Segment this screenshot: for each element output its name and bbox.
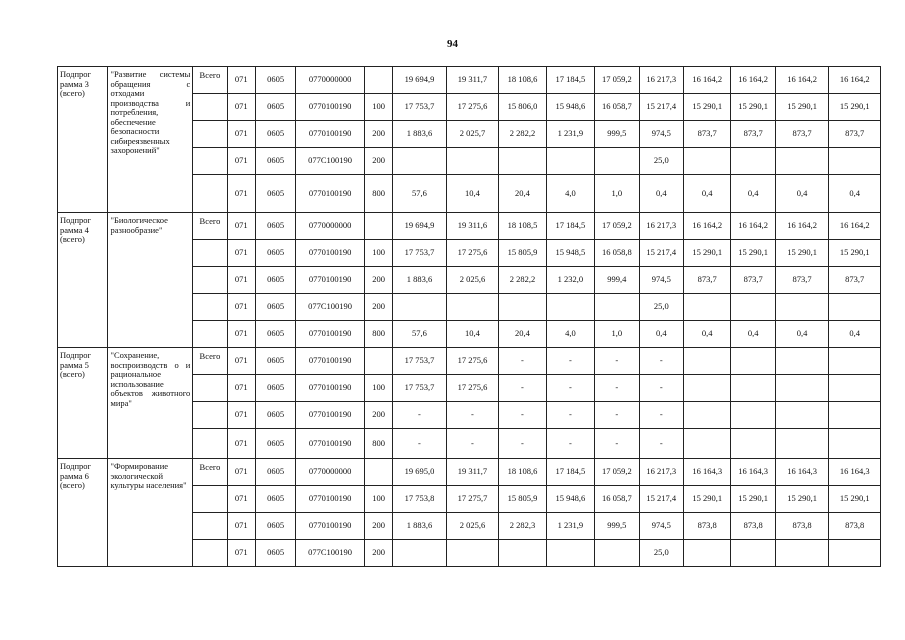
value-cell: 999,5 bbox=[595, 513, 639, 540]
kind-cell: Всего bbox=[193, 459, 227, 486]
value-cell: - bbox=[639, 375, 683, 402]
value-cell: - bbox=[546, 402, 594, 429]
value-cell: - bbox=[595, 402, 639, 429]
program-cell: Подпрог рамма 4 (всего) bbox=[58, 213, 108, 348]
csr-cell: 0770000000 bbox=[296, 67, 365, 94]
vr-cell: 200 bbox=[364, 148, 392, 175]
vr-cell: 100 bbox=[364, 375, 392, 402]
value-cell: 15 290,1 bbox=[829, 94, 881, 121]
value-cell: 1 231,9 bbox=[546, 121, 594, 148]
value-cell bbox=[683, 375, 730, 402]
value-cell bbox=[393, 540, 447, 567]
rzpr-cell: 0605 bbox=[255, 321, 295, 348]
value-cell: - bbox=[446, 429, 499, 459]
value-cell bbox=[546, 540, 594, 567]
value-cell: 16 217,3 bbox=[639, 459, 683, 486]
value-cell: 873,7 bbox=[829, 121, 881, 148]
kind-cell bbox=[193, 175, 227, 213]
value-cell: 16 164,2 bbox=[683, 213, 730, 240]
value-cell: 15 805,9 bbox=[499, 240, 546, 267]
grbs-cell: 071 bbox=[227, 294, 255, 321]
value-cell: 17 753,7 bbox=[393, 94, 447, 121]
value-cell: 57,6 bbox=[393, 321, 447, 348]
value-cell: 19 694,9 bbox=[393, 213, 447, 240]
value-cell: - bbox=[546, 429, 594, 459]
value-cell: 2 282,2 bbox=[499, 267, 546, 294]
value-cell: 0,4 bbox=[683, 321, 730, 348]
vr-cell bbox=[364, 348, 392, 375]
vr-cell: 100 bbox=[364, 486, 392, 513]
value-cell: 974,5 bbox=[639, 121, 683, 148]
grbs-cell: 071 bbox=[227, 375, 255, 402]
value-cell: 17 753,7 bbox=[393, 348, 447, 375]
value-cell bbox=[683, 540, 730, 567]
value-cell: 15 290,1 bbox=[829, 240, 881, 267]
value-cell: 873,8 bbox=[775, 513, 829, 540]
value-cell: 15 290,1 bbox=[731, 94, 775, 121]
value-cell: 0,4 bbox=[731, 321, 775, 348]
value-cell: 2 025,6 bbox=[446, 267, 499, 294]
value-cell: 15 290,1 bbox=[775, 486, 829, 513]
value-cell: 999,4 bbox=[595, 267, 639, 294]
value-cell: 15 290,1 bbox=[683, 94, 730, 121]
value-cell: 1 232,0 bbox=[546, 267, 594, 294]
rzpr-cell: 0605 bbox=[255, 240, 295, 267]
csr-cell: 077С100190 bbox=[296, 148, 365, 175]
value-cell: 16 164,2 bbox=[829, 213, 881, 240]
value-cell: - bbox=[393, 429, 447, 459]
value-cell bbox=[829, 429, 881, 459]
csr-cell: 0770100190 bbox=[296, 486, 365, 513]
budget-table bbox=[57, 66, 881, 567]
csr-cell: 0770100190 bbox=[296, 375, 365, 402]
value-cell: 16 058,7 bbox=[595, 94, 639, 121]
grbs-cell: 071 bbox=[227, 429, 255, 459]
value-cell: - bbox=[595, 429, 639, 459]
value-cell: 15 948,6 bbox=[546, 94, 594, 121]
grbs-cell: 071 bbox=[227, 513, 255, 540]
value-cell: 17 059,2 bbox=[595, 67, 639, 94]
value-cell: 16 058,7 bbox=[595, 486, 639, 513]
rzpr-cell: 0605 bbox=[255, 67, 295, 94]
table-row bbox=[58, 348, 881, 375]
value-cell: 18 108,5 bbox=[499, 213, 546, 240]
value-cell bbox=[731, 148, 775, 175]
value-cell bbox=[775, 348, 829, 375]
value-cell: 0,4 bbox=[639, 321, 683, 348]
value-cell bbox=[731, 429, 775, 459]
grbs-cell: 071 bbox=[227, 213, 255, 240]
value-cell: - bbox=[546, 348, 594, 375]
rzpr-cell: 0605 bbox=[255, 294, 295, 321]
kind-cell bbox=[193, 121, 227, 148]
value-cell: 15 217,4 bbox=[639, 94, 683, 121]
table-body bbox=[58, 67, 881, 567]
kind-cell bbox=[193, 148, 227, 175]
value-cell bbox=[731, 375, 775, 402]
value-cell bbox=[499, 294, 546, 321]
value-cell: 2 025,6 bbox=[446, 513, 499, 540]
value-cell bbox=[775, 540, 829, 567]
value-cell: 15 217,4 bbox=[639, 486, 683, 513]
value-cell: 1 883,6 bbox=[393, 513, 447, 540]
value-cell bbox=[546, 294, 594, 321]
value-cell bbox=[595, 540, 639, 567]
value-cell: 873,7 bbox=[829, 267, 881, 294]
kind-cell bbox=[193, 375, 227, 402]
value-cell: - bbox=[499, 348, 546, 375]
value-cell: 2 025,7 bbox=[446, 121, 499, 148]
kind-cell: Всего bbox=[193, 348, 227, 375]
value-cell: 974,5 bbox=[639, 513, 683, 540]
csr-cell: 0770100190 bbox=[296, 94, 365, 121]
value-cell: 57,6 bbox=[393, 175, 447, 213]
value-cell: 17 275,6 bbox=[446, 348, 499, 375]
grbs-cell: 071 bbox=[227, 459, 255, 486]
rzpr-cell: 0605 bbox=[255, 459, 295, 486]
value-cell: 873,7 bbox=[683, 121, 730, 148]
value-cell: 16 217,3 bbox=[639, 213, 683, 240]
vr-cell: 200 bbox=[364, 294, 392, 321]
kind-cell bbox=[193, 240, 227, 267]
value-cell: 17 275,6 bbox=[446, 240, 499, 267]
program-name-cell: "Биологическое разнообразие" bbox=[108, 213, 193, 348]
rzpr-cell: 0605 bbox=[255, 213, 295, 240]
value-cell: 25,0 bbox=[639, 294, 683, 321]
csr-cell: 0770100190 bbox=[296, 402, 365, 429]
csr-cell: 0770100190 bbox=[296, 429, 365, 459]
rzpr-cell: 0605 bbox=[255, 175, 295, 213]
csr-cell: 0770000000 bbox=[296, 459, 365, 486]
value-cell: 974,5 bbox=[639, 267, 683, 294]
value-cell: 873,7 bbox=[775, 267, 829, 294]
value-cell: 16 164,2 bbox=[829, 67, 881, 94]
csr-cell: 077С100190 bbox=[296, 540, 365, 567]
value-cell: - bbox=[595, 375, 639, 402]
value-cell: - bbox=[393, 402, 447, 429]
value-cell bbox=[499, 148, 546, 175]
value-cell: - bbox=[595, 348, 639, 375]
value-cell: 18 108,6 bbox=[499, 67, 546, 94]
value-cell: - bbox=[499, 429, 546, 459]
vr-cell: 800 bbox=[364, 175, 392, 213]
value-cell: 16 164,3 bbox=[683, 459, 730, 486]
program-cell: Подпрог рамма 6 (всего) bbox=[58, 459, 108, 567]
value-cell bbox=[829, 148, 881, 175]
kind-cell bbox=[193, 94, 227, 121]
grbs-cell: 071 bbox=[227, 175, 255, 213]
value-cell: 15 290,1 bbox=[775, 94, 829, 121]
kind-cell: Всего bbox=[193, 67, 227, 94]
value-cell bbox=[446, 148, 499, 175]
value-cell: 17 184,5 bbox=[546, 67, 594, 94]
vr-cell: 800 bbox=[364, 429, 392, 459]
value-cell: 16 164,2 bbox=[775, 67, 829, 94]
vr-cell: 200 bbox=[364, 540, 392, 567]
vr-cell: 200 bbox=[364, 267, 392, 294]
value-cell bbox=[731, 540, 775, 567]
rzpr-cell: 0605 bbox=[255, 486, 295, 513]
value-cell: 16 164,2 bbox=[731, 213, 775, 240]
value-cell bbox=[393, 148, 447, 175]
csr-cell: 077С100190 bbox=[296, 294, 365, 321]
kind-cell bbox=[193, 402, 227, 429]
value-cell bbox=[829, 294, 881, 321]
program-name-cell: "Развитие системы обращения с отходами производства и потребления, обеспечение безопасности сибиреязвенных захоронений" bbox=[108, 67, 193, 213]
value-cell: 16 164,3 bbox=[731, 459, 775, 486]
value-cell: 19 694,9 bbox=[393, 67, 447, 94]
value-cell bbox=[731, 348, 775, 375]
grbs-cell: 071 bbox=[227, 267, 255, 294]
value-cell: 0,4 bbox=[829, 321, 881, 348]
csr-cell: 0770100190 bbox=[296, 240, 365, 267]
rzpr-cell: 0605 bbox=[255, 267, 295, 294]
grbs-cell: 071 bbox=[227, 402, 255, 429]
value-cell: 18 108,6 bbox=[499, 459, 546, 486]
value-cell: 17 059,2 bbox=[595, 459, 639, 486]
value-cell: 2 282,2 bbox=[499, 121, 546, 148]
value-cell bbox=[595, 148, 639, 175]
value-cell: 15 290,1 bbox=[731, 486, 775, 513]
value-cell: 15 948,6 bbox=[546, 486, 594, 513]
value-cell bbox=[683, 429, 730, 459]
vr-cell bbox=[364, 67, 392, 94]
rzpr-cell: 0605 bbox=[255, 540, 295, 567]
value-cell bbox=[775, 429, 829, 459]
value-cell: - bbox=[639, 429, 683, 459]
value-cell: 19 311,7 bbox=[446, 67, 499, 94]
value-cell: 873,8 bbox=[731, 513, 775, 540]
value-cell bbox=[683, 294, 730, 321]
value-cell bbox=[775, 294, 829, 321]
grbs-cell: 071 bbox=[227, 321, 255, 348]
table-row bbox=[58, 213, 881, 240]
value-cell: 10,4 bbox=[446, 175, 499, 213]
grbs-cell: 071 bbox=[227, 94, 255, 121]
value-cell: 25,0 bbox=[639, 148, 683, 175]
value-cell: 1 231,9 bbox=[546, 513, 594, 540]
value-cell: 873,7 bbox=[731, 121, 775, 148]
value-cell: 20,4 bbox=[499, 175, 546, 213]
grbs-cell: 071 bbox=[227, 486, 255, 513]
csr-cell: 0770100190 bbox=[296, 348, 365, 375]
value-cell: 873,8 bbox=[829, 513, 881, 540]
csr-cell: 0770100190 bbox=[296, 175, 365, 213]
value-cell bbox=[829, 375, 881, 402]
value-cell: 19 311,6 bbox=[446, 213, 499, 240]
vr-cell: 200 bbox=[364, 513, 392, 540]
kind-cell bbox=[193, 429, 227, 459]
value-cell: 1,0 bbox=[595, 321, 639, 348]
value-cell: 20,4 bbox=[499, 321, 546, 348]
kind-cell bbox=[193, 486, 227, 513]
value-cell: 16 164,2 bbox=[731, 67, 775, 94]
value-cell bbox=[731, 402, 775, 429]
value-cell: 17 753,7 bbox=[393, 240, 447, 267]
vr-cell bbox=[364, 213, 392, 240]
value-cell bbox=[595, 294, 639, 321]
value-cell: 17 753,8 bbox=[393, 486, 447, 513]
value-cell bbox=[683, 402, 730, 429]
value-cell: 15 290,1 bbox=[683, 240, 730, 267]
value-cell: 0,4 bbox=[829, 175, 881, 213]
value-cell: 4,0 bbox=[546, 175, 594, 213]
value-cell: 17 275,6 bbox=[446, 375, 499, 402]
table-row bbox=[58, 459, 881, 486]
value-cell: 17 275,6 bbox=[446, 94, 499, 121]
value-cell bbox=[829, 402, 881, 429]
vr-cell: 200 bbox=[364, 402, 392, 429]
value-cell: 0,4 bbox=[775, 175, 829, 213]
value-cell: 15 217,4 bbox=[639, 240, 683, 267]
value-cell bbox=[446, 294, 499, 321]
value-cell: 0,4 bbox=[639, 175, 683, 213]
csr-cell: 0770100190 bbox=[296, 121, 365, 148]
page-number: 94 bbox=[447, 38, 458, 50]
csr-cell: 0770100190 bbox=[296, 513, 365, 540]
value-cell: 16 164,3 bbox=[775, 459, 829, 486]
value-cell: 17 184,5 bbox=[546, 213, 594, 240]
table-row bbox=[58, 67, 881, 94]
value-cell: 0,4 bbox=[731, 175, 775, 213]
value-cell: 873,7 bbox=[683, 267, 730, 294]
vr-cell bbox=[364, 459, 392, 486]
value-cell: - bbox=[639, 402, 683, 429]
vr-cell: 100 bbox=[364, 240, 392, 267]
value-cell: 1 883,6 bbox=[393, 121, 447, 148]
rzpr-cell: 0605 bbox=[255, 348, 295, 375]
value-cell: 2 282,3 bbox=[499, 513, 546, 540]
value-cell: 10,4 bbox=[446, 321, 499, 348]
program-cell: Подпрог рамма 3 (всего) bbox=[58, 67, 108, 213]
value-cell: 17 184,5 bbox=[546, 459, 594, 486]
value-cell: 15 806,0 bbox=[499, 94, 546, 121]
grbs-cell: 071 bbox=[227, 240, 255, 267]
value-cell: 16 058,8 bbox=[595, 240, 639, 267]
value-cell: 16 164,3 bbox=[829, 459, 881, 486]
value-cell bbox=[775, 375, 829, 402]
value-cell bbox=[775, 402, 829, 429]
value-cell: 17 275,7 bbox=[446, 486, 499, 513]
value-cell: 15 948,5 bbox=[546, 240, 594, 267]
value-cell: 25,0 bbox=[639, 540, 683, 567]
value-cell bbox=[499, 540, 546, 567]
value-cell: 17 059,2 bbox=[595, 213, 639, 240]
program-name-cell: "Формирование экологической культуры населения" bbox=[108, 459, 193, 567]
kind-cell bbox=[193, 513, 227, 540]
value-cell bbox=[683, 148, 730, 175]
grbs-cell: 071 bbox=[227, 540, 255, 567]
value-cell: 873,7 bbox=[775, 121, 829, 148]
value-cell bbox=[731, 294, 775, 321]
value-cell: 15 290,1 bbox=[775, 240, 829, 267]
rzpr-cell: 0605 bbox=[255, 402, 295, 429]
rzpr-cell: 0605 bbox=[255, 94, 295, 121]
value-cell bbox=[546, 148, 594, 175]
value-cell: - bbox=[446, 402, 499, 429]
rzpr-cell: 0605 bbox=[255, 429, 295, 459]
kind-cell bbox=[193, 294, 227, 321]
grbs-cell: 071 bbox=[227, 121, 255, 148]
value-cell: - bbox=[639, 348, 683, 375]
rzpr-cell: 0605 bbox=[255, 375, 295, 402]
value-cell: 1 883,6 bbox=[393, 267, 447, 294]
rzpr-cell: 0605 bbox=[255, 148, 295, 175]
value-cell: 15 805,9 bbox=[499, 486, 546, 513]
program-cell: Подпрог рамма 5 (всего) bbox=[58, 348, 108, 459]
value-cell: 16 217,3 bbox=[639, 67, 683, 94]
value-cell: 0,4 bbox=[683, 175, 730, 213]
csr-cell: 0770100190 bbox=[296, 267, 365, 294]
value-cell: 16 164,2 bbox=[775, 213, 829, 240]
value-cell: 17 753,7 bbox=[393, 375, 447, 402]
vr-cell: 100 bbox=[364, 94, 392, 121]
value-cell: 0,4 bbox=[775, 321, 829, 348]
value-cell bbox=[683, 348, 730, 375]
grbs-cell: 071 bbox=[227, 348, 255, 375]
value-cell bbox=[829, 348, 881, 375]
value-cell: - bbox=[499, 375, 546, 402]
grbs-cell: 071 bbox=[227, 148, 255, 175]
value-cell: 15 290,1 bbox=[683, 486, 730, 513]
value-cell bbox=[446, 540, 499, 567]
value-cell: 15 290,1 bbox=[731, 240, 775, 267]
csr-cell: 0770000000 bbox=[296, 213, 365, 240]
vr-cell: 800 bbox=[364, 321, 392, 348]
grbs-cell: 071 bbox=[227, 67, 255, 94]
value-cell: - bbox=[546, 375, 594, 402]
value-cell: 1,0 bbox=[595, 175, 639, 213]
value-cell: 873,8 bbox=[683, 513, 730, 540]
kind-cell: Всего bbox=[193, 213, 227, 240]
program-name-cell: "Сохранение, воспроизводств о и рациональное использование объектов животного мира" bbox=[108, 348, 193, 459]
value-cell: 16 164,2 bbox=[683, 67, 730, 94]
value-cell: 999,5 bbox=[595, 121, 639, 148]
kind-cell bbox=[193, 267, 227, 294]
vr-cell: 200 bbox=[364, 121, 392, 148]
csr-cell: 0770100190 bbox=[296, 321, 365, 348]
value-cell: 4,0 bbox=[546, 321, 594, 348]
value-cell bbox=[829, 540, 881, 567]
value-cell: 15 290,1 bbox=[829, 486, 881, 513]
value-cell: 873,7 bbox=[731, 267, 775, 294]
rzpr-cell: 0605 bbox=[255, 513, 295, 540]
value-cell bbox=[393, 294, 447, 321]
value-cell bbox=[775, 148, 829, 175]
kind-cell bbox=[193, 321, 227, 348]
value-cell: 19 311,7 bbox=[446, 459, 499, 486]
value-cell: 19 695,0 bbox=[393, 459, 447, 486]
value-cell: - bbox=[499, 402, 546, 429]
kind-cell bbox=[193, 540, 227, 567]
rzpr-cell: 0605 bbox=[255, 121, 295, 148]
